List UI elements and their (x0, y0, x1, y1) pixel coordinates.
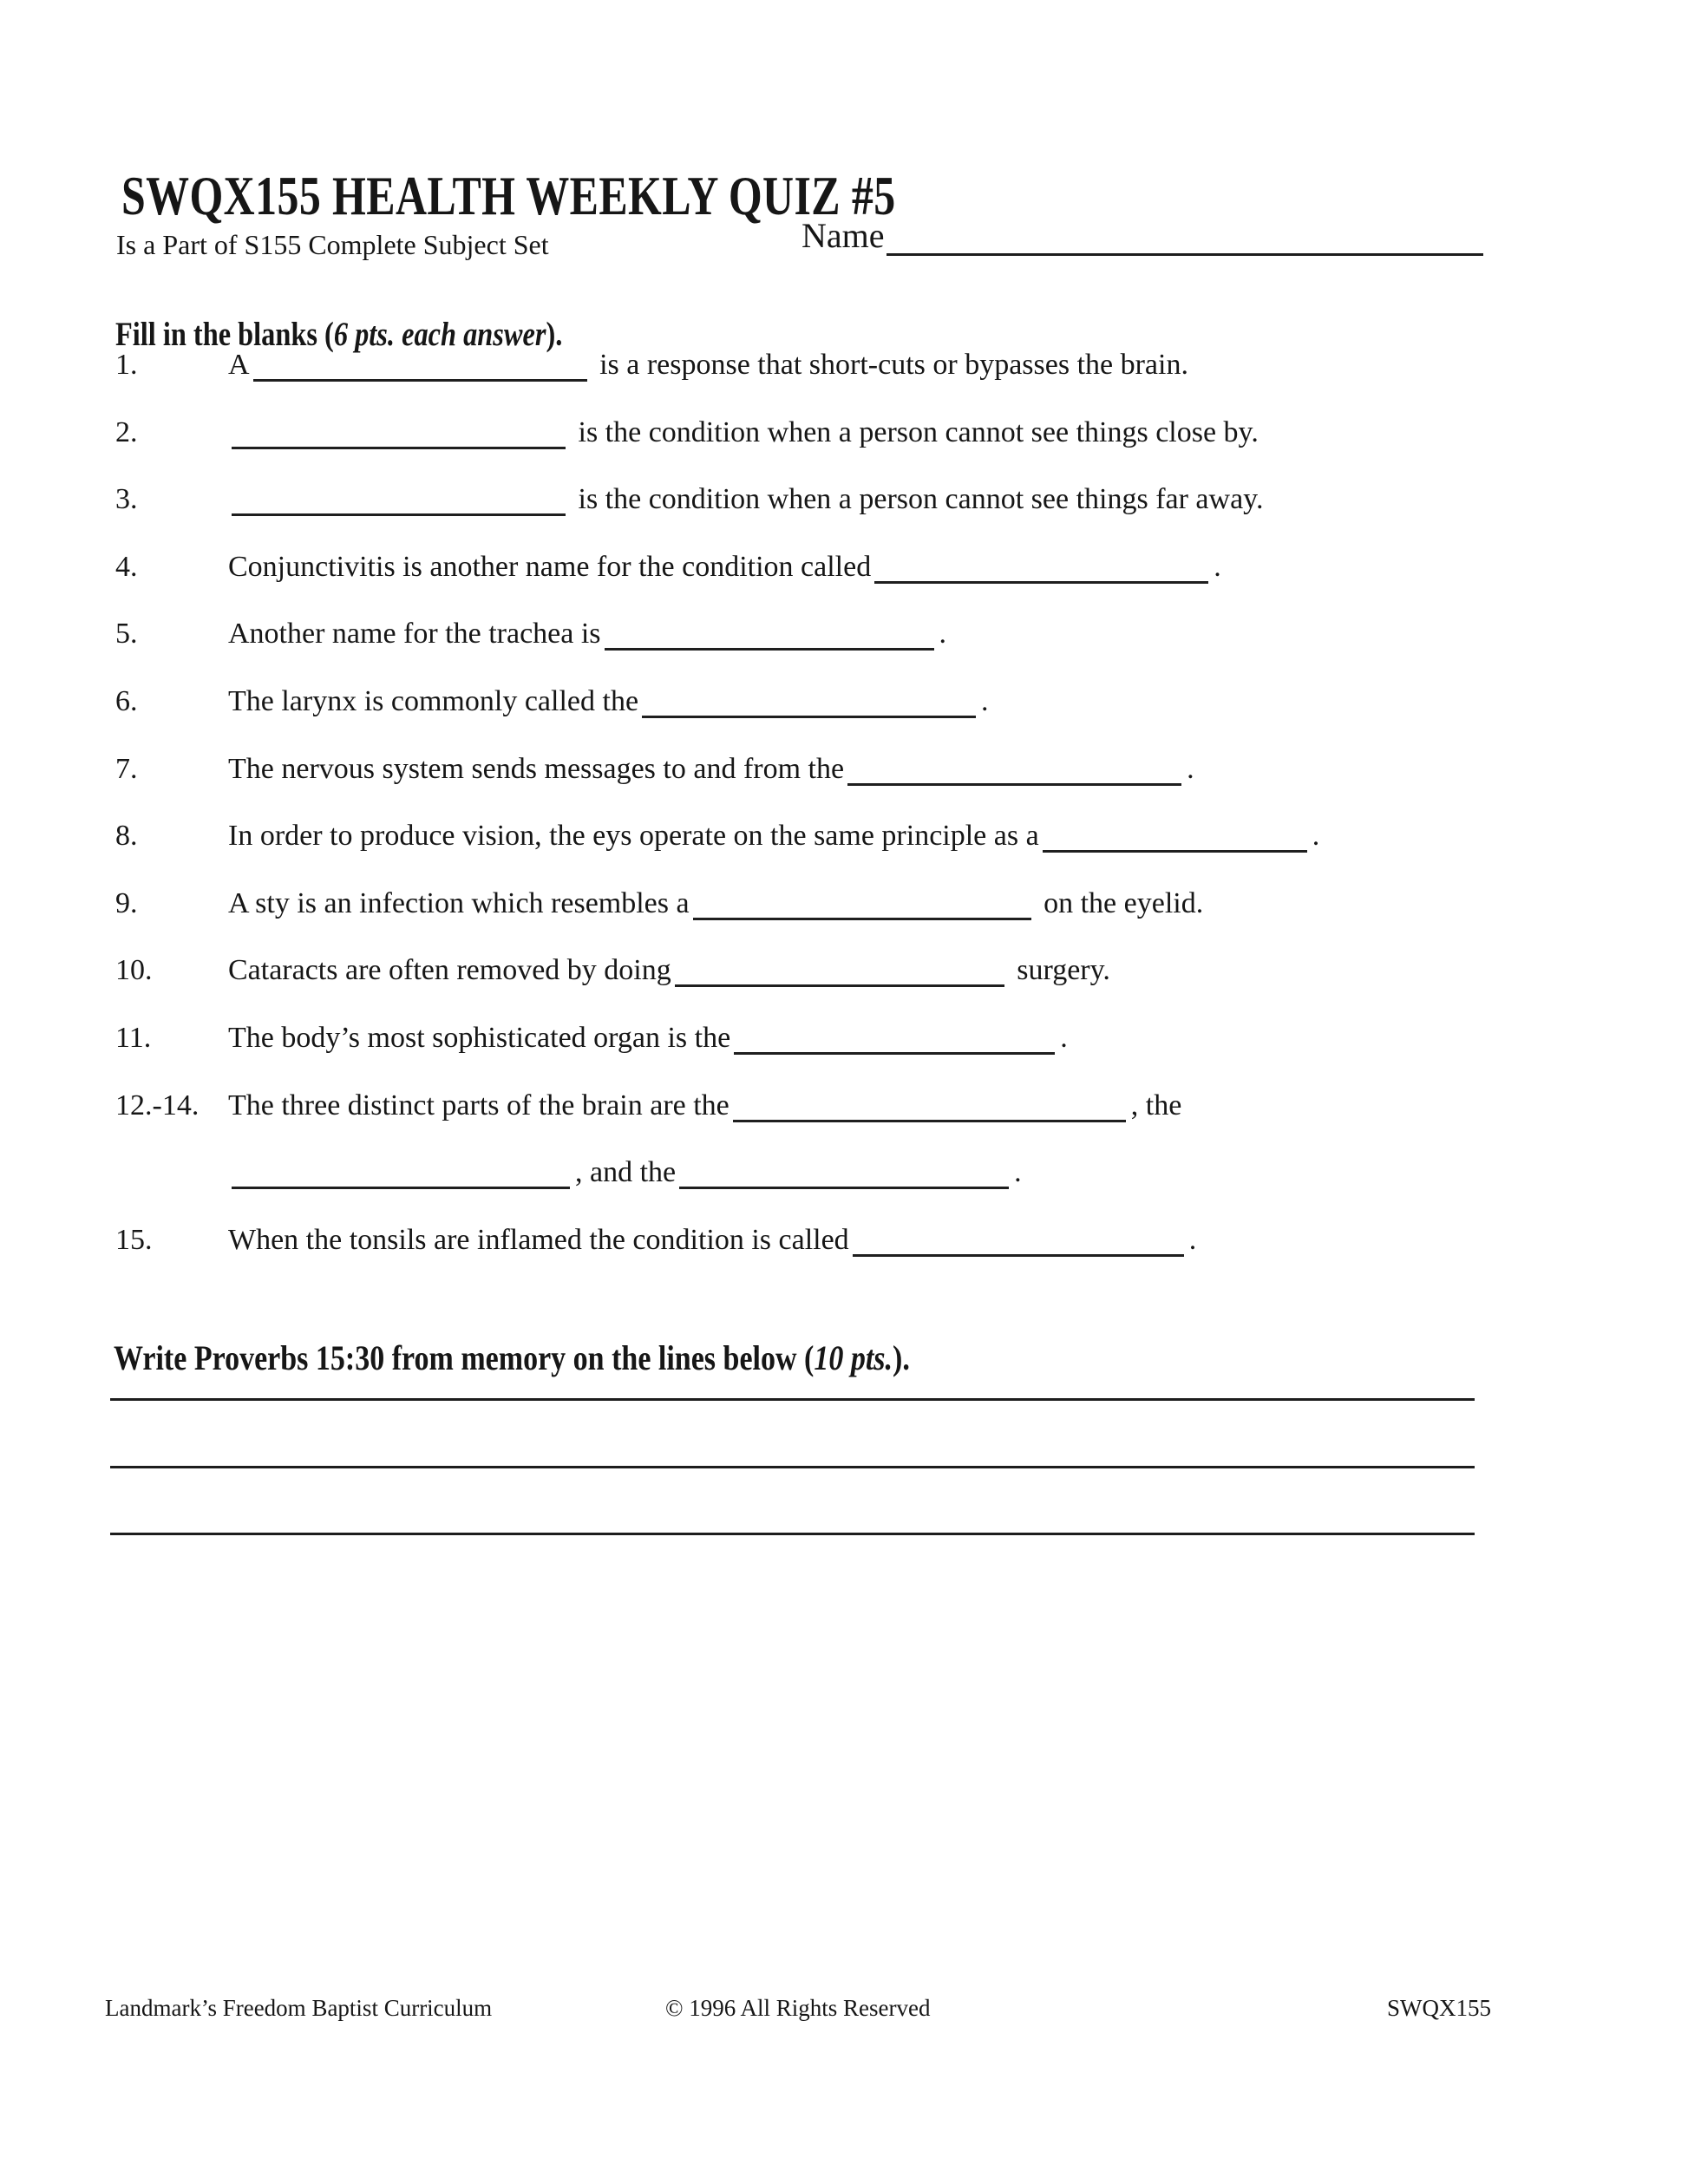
question-text-segment: The nervous system sends messages to and from the (228, 753, 845, 785)
question-number: 9. (115, 887, 138, 919)
question-text-segment: . (1188, 1224, 1197, 1256)
answer-blank (1043, 824, 1307, 853)
subtitle: Is a Part of S155 Complete Subject Set (116, 229, 549, 260)
question-text-segment: The larynx is commonly called the (228, 685, 639, 717)
answer-blank (734, 1026, 1055, 1055)
question-number: 4. (115, 551, 138, 583)
question-row (115, 887, 1653, 934)
fill-heading-points: 6 pts. each answer (333, 316, 546, 353)
question-text-segment: on the eyelid. (1036, 887, 1204, 919)
question-row (115, 1022, 1653, 1069)
answer-blank (642, 690, 976, 718)
question-text-segment: Cataracts are often removed by doing (228, 954, 671, 986)
answer-blank (232, 421, 566, 449)
question-text-segment: . (1187, 753, 1194, 785)
question-body (228, 1022, 1068, 1055)
question-text-segment: . (1014, 1156, 1022, 1188)
question-text-segment: A (228, 349, 250, 381)
answer-blank (693, 892, 1031, 920)
question-number: 12.-14. (115, 1089, 200, 1121)
fill-heading-prefix: Fill in the blanks ( (115, 316, 334, 353)
question-text-segment: The three distinct parts of the brain are the (228, 1089, 730, 1121)
question-row (115, 551, 1653, 598)
question-text-segment: is a response that short-cuts or bypasses the brain. (592, 349, 1188, 381)
name-field-group (801, 215, 1483, 256)
question-row (115, 685, 1653, 732)
question-row (115, 416, 1653, 463)
question-row (115, 349, 1653, 396)
answer-blank (847, 757, 1181, 786)
question-text-segment: In order to produce vision, the eys operate on the same principle as a (228, 820, 1039, 852)
verse-heading (114, 1337, 910, 1378)
essay-line (110, 1466, 1475, 1468)
essay-line (110, 1533, 1475, 1535)
question-text-segment: is the condition when a person cannot see things close by. (571, 416, 1259, 448)
verse-heading-prefix: Write Proverbs 15:30 from memory on the lines below ( (114, 1338, 815, 1377)
question-body (228, 551, 1221, 584)
footer-doc-code: SWQX155 (1387, 1995, 1491, 2021)
verse-heading-suffix: ). (893, 1338, 910, 1377)
question-text-segment: Conjunctivitis is another name for the condition called (228, 551, 872, 583)
answer-blank (733, 1094, 1126, 1122)
question-number: 11. (115, 1022, 152, 1054)
question-text-segment: . (981, 685, 989, 717)
name-underline (887, 219, 1483, 256)
question-number: 10. (115, 954, 153, 986)
question-number: 3. (115, 483, 138, 515)
answer-blank (679, 1161, 1009, 1189)
question-body (228, 1224, 1196, 1257)
page-title: SWQX155 HEALTH WEEKLY QUIZ #5 (121, 164, 896, 226)
essay-writing-lines (110, 1398, 1475, 1606)
question-row (115, 1224, 1653, 1271)
footer-publisher: Landmark’s Freedom Baptist Curriculum (105, 1995, 493, 2021)
question-row (115, 954, 1653, 1001)
answer-blank (853, 1228, 1184, 1257)
question-body (228, 753, 1194, 786)
essay-line (110, 1398, 1475, 1401)
question-row (115, 618, 1653, 664)
question-row (115, 753, 1653, 800)
question-text-segment: . (1312, 820, 1320, 852)
verse-heading-points: 10 pts. (814, 1338, 893, 1377)
question-row (115, 820, 1653, 866)
question-number: 1. (115, 349, 138, 381)
question-body (228, 483, 1263, 516)
question-body (228, 349, 1188, 382)
question-row (115, 483, 1653, 530)
question-number: 8. (115, 820, 138, 852)
question-body (228, 954, 1110, 987)
question-body (228, 1089, 1181, 1122)
answer-blank (232, 1161, 570, 1189)
question-text-segment: Another name for the trachea is (228, 618, 601, 650)
question-number: 5. (115, 618, 138, 650)
question-number: 7. (115, 753, 138, 785)
questions-list (115, 349, 1653, 1329)
question-number: 15. (115, 1224, 153, 1256)
question-body (228, 685, 989, 718)
footer-copyright: © 1996 All Rights Reserved (665, 1995, 931, 2021)
answer-blank (253, 353, 587, 382)
question-text-segment: When the tonsils are inflamed the condition is called (228, 1224, 849, 1256)
question-row (115, 1156, 1653, 1203)
question-text-segment: , the (1130, 1089, 1182, 1121)
question-body (228, 887, 1203, 920)
question-text-segment: is the condition when a person cannot see things far away. (571, 483, 1264, 515)
question-body (228, 820, 1319, 853)
question-text-segment: A sty is an infection which resembles a (228, 887, 690, 919)
question-text-segment: . (939, 618, 947, 650)
question-row (115, 1089, 1653, 1136)
question-body (228, 618, 946, 651)
question-text-segment: . (1214, 551, 1221, 583)
question-number: 2. (115, 416, 138, 448)
question-text-segment: . (1060, 1022, 1068, 1054)
answer-blank (605, 622, 934, 651)
question-text-segment: , and the (575, 1156, 677, 1188)
name-label: Name (801, 216, 885, 255)
question-body (228, 416, 1259, 449)
question-text-segment: surgery. (1009, 954, 1110, 986)
fill-heading-suffix: ). (546, 316, 563, 353)
answer-blank (874, 555, 1208, 584)
answer-blank (675, 958, 1004, 987)
question-number: 6. (115, 685, 138, 717)
question-text-segment: The body’s most sophisticated organ is the (228, 1022, 731, 1054)
question-body (228, 1156, 1022, 1189)
answer-blank (232, 487, 566, 516)
